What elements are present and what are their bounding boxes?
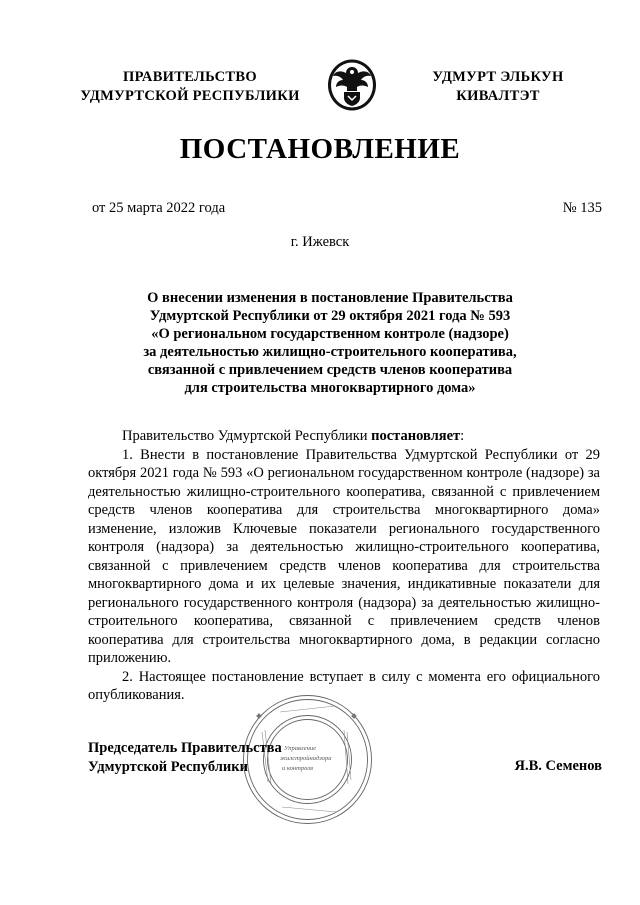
svg-text:и контроля: и контроля (282, 765, 314, 772)
document-body (88, 427, 600, 705)
signatory-position (88, 739, 282, 777)
svg-text:жилстройнадзора: жилстройнадзора (280, 755, 332, 762)
title-line: связанной с привлечением средств членов кооператива (147, 362, 513, 378)
title-line: Удмуртской Республики от 29 октября 2021 года № 593 (149, 308, 511, 324)
title-line: «О региональном государственном контроле (надзоре) (151, 326, 509, 342)
document-city: г. Ижевск (290, 234, 350, 250)
document-type-title: ПОСТАНОВЛЕНИЕ (179, 133, 461, 165)
paragraph-2: 2. Настоящее постановление вступает в силу с момента его официального опубликования. (88, 668, 600, 703)
signatory-name: Я.В. Семенов (514, 758, 602, 774)
document-date: от 25 марта 2022 года (92, 200, 226, 216)
document-number: № 135 (562, 200, 602, 216)
intro-verb: постановляет (371, 428, 461, 444)
government-name-line1: ПРАВИТЕЛЬСТВО (123, 69, 257, 85)
government-name-line2: УДМУРТСКОЙ РЕСПУБЛИКИ (80, 88, 300, 104)
government-name-udmurt (398, 68, 598, 106)
intro-text: Правительство Удмуртской Республики (122, 428, 372, 444)
document-subject-title (130, 289, 530, 397)
title-line: для строительства многоквартирного дома» (184, 380, 476, 396)
coat-of-arms-icon (326, 58, 378, 112)
title-line: за деятельностью жилищно-строительного кооператива, (143, 344, 517, 360)
intro-colon: : (460, 428, 465, 444)
signatory-position-line1: Председатель Правительства (88, 740, 282, 756)
paragraph-1: 1. Внести в постановление Правительства Удмуртской Республики от 29 октября 2021 года № 593 «О региональном государственном контроле (надзоре) за деятельностью жилищно-строительного кооператива, связанной с привлечением средств членов кооператива для строительства многоквартирного дома» изменение, изложив Ключевые показатели регионального государственного контроля (надзора) за деятельностью жилищно-строительного кооператива, связанной с привлечением средств членов кооператива для строительства многоквартирного дома и их целевые значения, индикативные показатели для регионального государственного контроля (надзора) за деятельностью жилищно-строительного кооператива, связанной с привлечением средств членов кооператива для строительства многоквартирного дома, в редакции согласно приложению. (88, 446, 600, 666)
signatory-position-line2: Удмуртской Республики (88, 759, 248, 775)
svg-text:Управление: Управление (284, 745, 317, 752)
government-name-udmurt-line1: УДМУРТ ЭЛЬКУН (432, 69, 564, 85)
title-line: О внесении изменения в постановление Правительства (147, 290, 513, 306)
government-name-udmurt-line2: КИВАЛТЭТ (456, 88, 540, 104)
government-name-russian (60, 68, 320, 106)
intro-paragraph (88, 427, 600, 446)
